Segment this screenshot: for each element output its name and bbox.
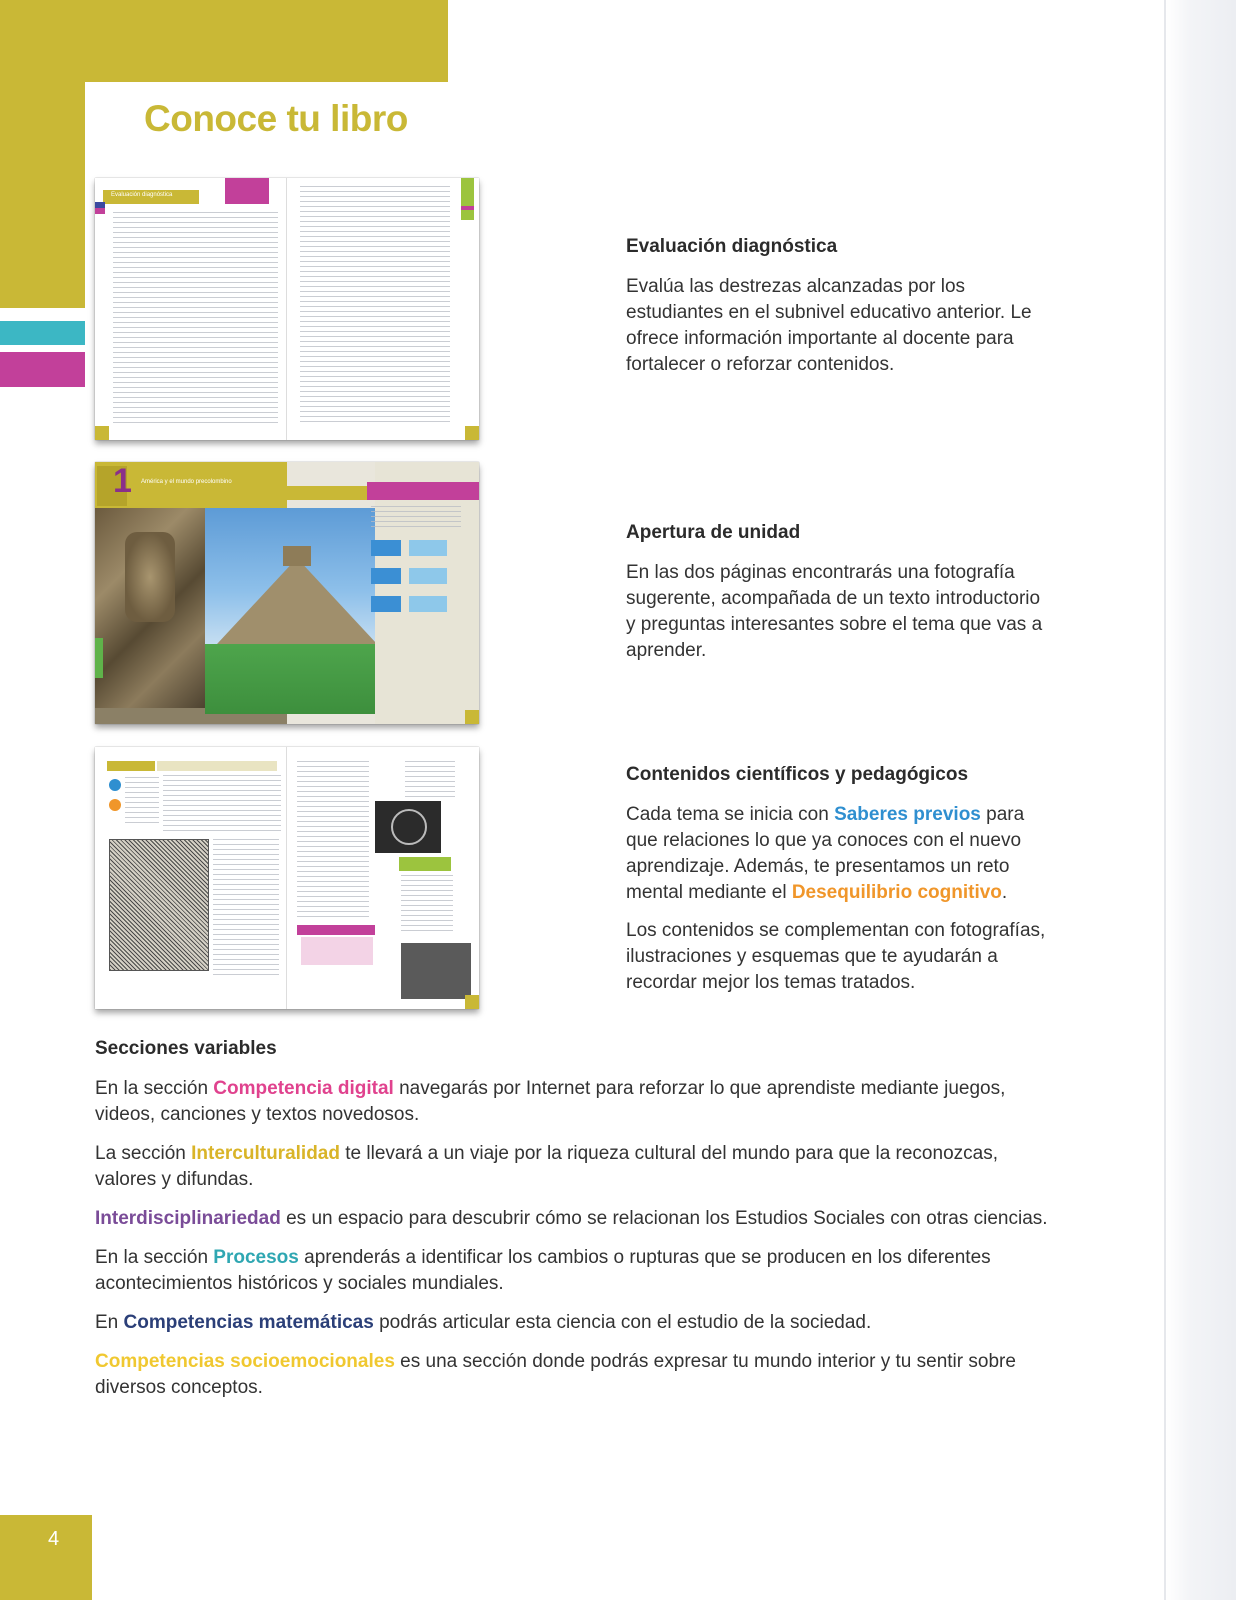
variables-title: Secciones variables <box>95 1038 277 1059</box>
interdisciplinariedad-highlight: Interdisciplinariedad <box>95 1208 281 1229</box>
procesos-highlight: Procesos <box>213 1247 299 1268</box>
section-text-contenidos <box>626 802 1046 996</box>
thumb-magenta-label <box>367 482 479 500</box>
thumbnail-apertura-de-unidad <box>95 462 479 724</box>
thumb-topic-tab <box>107 761 155 771</box>
thumb-photo-bottom <box>401 943 471 999</box>
thumb-light-box <box>409 596 447 612</box>
variable-item <box>95 1076 1055 1128</box>
text-run: navegarás por Internet para reforzar lo que aprendiste mediante juegos, videos, canciones y textos novedosos. <box>95 1078 1006 1125</box>
thumb-spine <box>286 747 287 1009</box>
pyramid-temple <box>283 546 311 566</box>
text-run: Cada tema se inicia con <box>626 804 835 825</box>
thumbnail-contenidos <box>95 747 479 1009</box>
contenidos-paragraph-1 <box>626 802 1046 906</box>
page-number-box <box>0 1515 92 1600</box>
thumb-green-tab <box>461 178 474 220</box>
text-run: es un espacio para descubrir cómo se relacionan los Estudios Sociales con otras ciencias. <box>280 1208 1048 1229</box>
text-run: En <box>95 1312 124 1333</box>
variable-item <box>95 1206 1055 1232</box>
thumb-right-panel <box>375 462 479 724</box>
thumb-light-box <box>409 540 447 556</box>
variables-list <box>95 1076 1055 1401</box>
thumb-pink-label <box>297 925 375 935</box>
section-title-apertura: Apertura de unidad <box>626 522 801 543</box>
thumb-blue-box <box>371 568 401 584</box>
section-text-apertura: En las dos páginas encontrarás una fotografía sugerente, acompañada de un texto introductorio y preguntas interesantes sobre el tema que vas a aprender. <box>626 562 1043 661</box>
text-run: para que relaciones lo que ya conoces con el nuevo aprendizaje. Además, te presentamos un reto mental mediante el <box>626 804 1025 903</box>
page-edge-shadow <box>1166 0 1236 1600</box>
thumb-text-lines <box>125 777 159 827</box>
competencias-socioemocionales-highlight: Competencias socioemocionales <box>95 1351 395 1372</box>
variable-item <box>95 1245 1055 1297</box>
competencia-digital-highlight: Competencia digital <box>213 1078 394 1099</box>
contenidos-paragraph-2: Los contenidos se complementan con fotografías, ilustraciones y esquemas que te ayudarán a recordar mejor los temas tratados. <box>626 920 1046 993</box>
pyramid-photo <box>217 558 377 644</box>
section-title-evaluacion: Evaluación diagnóstica <box>626 236 838 257</box>
text-run: podrás articular esta ciencia con el estudio de la sociedad. <box>373 1312 872 1333</box>
variable-item <box>95 1349 1055 1401</box>
thumb-photo-astrolabe <box>391 809 427 845</box>
variable-item <box>95 1141 1055 1193</box>
teal-stripe <box>0 321 85 345</box>
thumb-corner-left <box>95 426 109 440</box>
magenta-stripe <box>0 352 85 387</box>
thumb-light-box <box>409 568 447 584</box>
thumb-text-lines <box>163 775 281 833</box>
section-title-contenidos: Contenidos científicos y pedagógicos <box>626 764 969 785</box>
competencias-matematicas-highlight: Competencias matemáticas <box>123 1312 374 1333</box>
thumb-text-lines-right <box>300 186 450 426</box>
text-run: La sección <box>95 1143 192 1164</box>
unit-number: 1 <box>113 462 132 500</box>
thumb-text-lines <box>371 506 461 528</box>
thumb-blue-box <box>371 596 401 612</box>
stone-carving-detail <box>125 532 175 622</box>
thumb-pink-mark-left <box>95 208 105 214</box>
thumb-olive-label <box>287 486 369 500</box>
page-title: Conoce tu libro <box>144 98 408 139</box>
thumb-pink-mark <box>461 206 474 210</box>
thumb-corner-right <box>465 426 479 440</box>
thumb-green-label <box>399 857 451 871</box>
text-run: te llevará a un viaje por la riqueza cultural del mundo para que la reconozcas, valores y difundas. <box>95 1143 998 1190</box>
desequilibrio-cognitivo-highlight: Desequilibrio cognitivo <box>791 882 1002 903</box>
text-run: . <box>1001 882 1008 903</box>
side-color-block <box>0 0 85 308</box>
page-number: 4 <box>48 1528 60 1550</box>
variable-item <box>95 1310 1055 1336</box>
unit-title: América y el mundo precolombino <box>141 479 232 485</box>
text-run: es una sección donde podrás expresar tu mundo interior y tu sentir sobre diversos conceptos. <box>95 1351 1016 1398</box>
thumb-text-lines-left <box>113 212 278 427</box>
thumbnail-evaluacion-diagnostica <box>95 178 479 440</box>
thumb-spine <box>286 178 287 440</box>
thumb-corner-right <box>465 995 479 1009</box>
text-run: En la sección <box>95 1078 214 1099</box>
thumb-text-lines <box>401 875 453 935</box>
grass-photo <box>205 644 385 714</box>
interculturalidad-highlight: Interculturalidad <box>191 1143 340 1164</box>
thumb-text-lines <box>213 839 279 979</box>
thumb-topic-header <box>157 761 277 771</box>
text-run: En la sección <box>95 1247 214 1268</box>
text-run: aprenderás a identificar los cambios o rupturas que se producen en los diferentes acontecimientos históricos y sociales mundiales. <box>95 1247 991 1294</box>
thumb-magenta-tab <box>225 178 269 204</box>
thumb-text-lines <box>297 761 369 921</box>
section-text-evaluacion: Evalúa las destrezas alcanzadas por los estudiantes en el subnivel educativo anterior. Le ofrece información importante al docente para fortalecer o reforzar contenidos. <box>626 276 1032 375</box>
engraving-illustration <box>109 839 209 971</box>
saberes-previos-highlight: Saberes previos <box>834 804 981 825</box>
thumb-corner-right <box>465 710 479 724</box>
desequilibrio-icon <box>109 799 121 811</box>
thumb-pink-box <box>301 937 373 965</box>
thumb-text-lines <box>405 761 455 797</box>
thumb-blue-box <box>371 540 401 556</box>
saberes-previos-icon <box>109 779 121 791</box>
thumb-header-text: Evaluación diagnóstica <box>111 192 173 198</box>
thumb-green-strip <box>95 638 103 678</box>
page-edge-line <box>1164 0 1166 1600</box>
